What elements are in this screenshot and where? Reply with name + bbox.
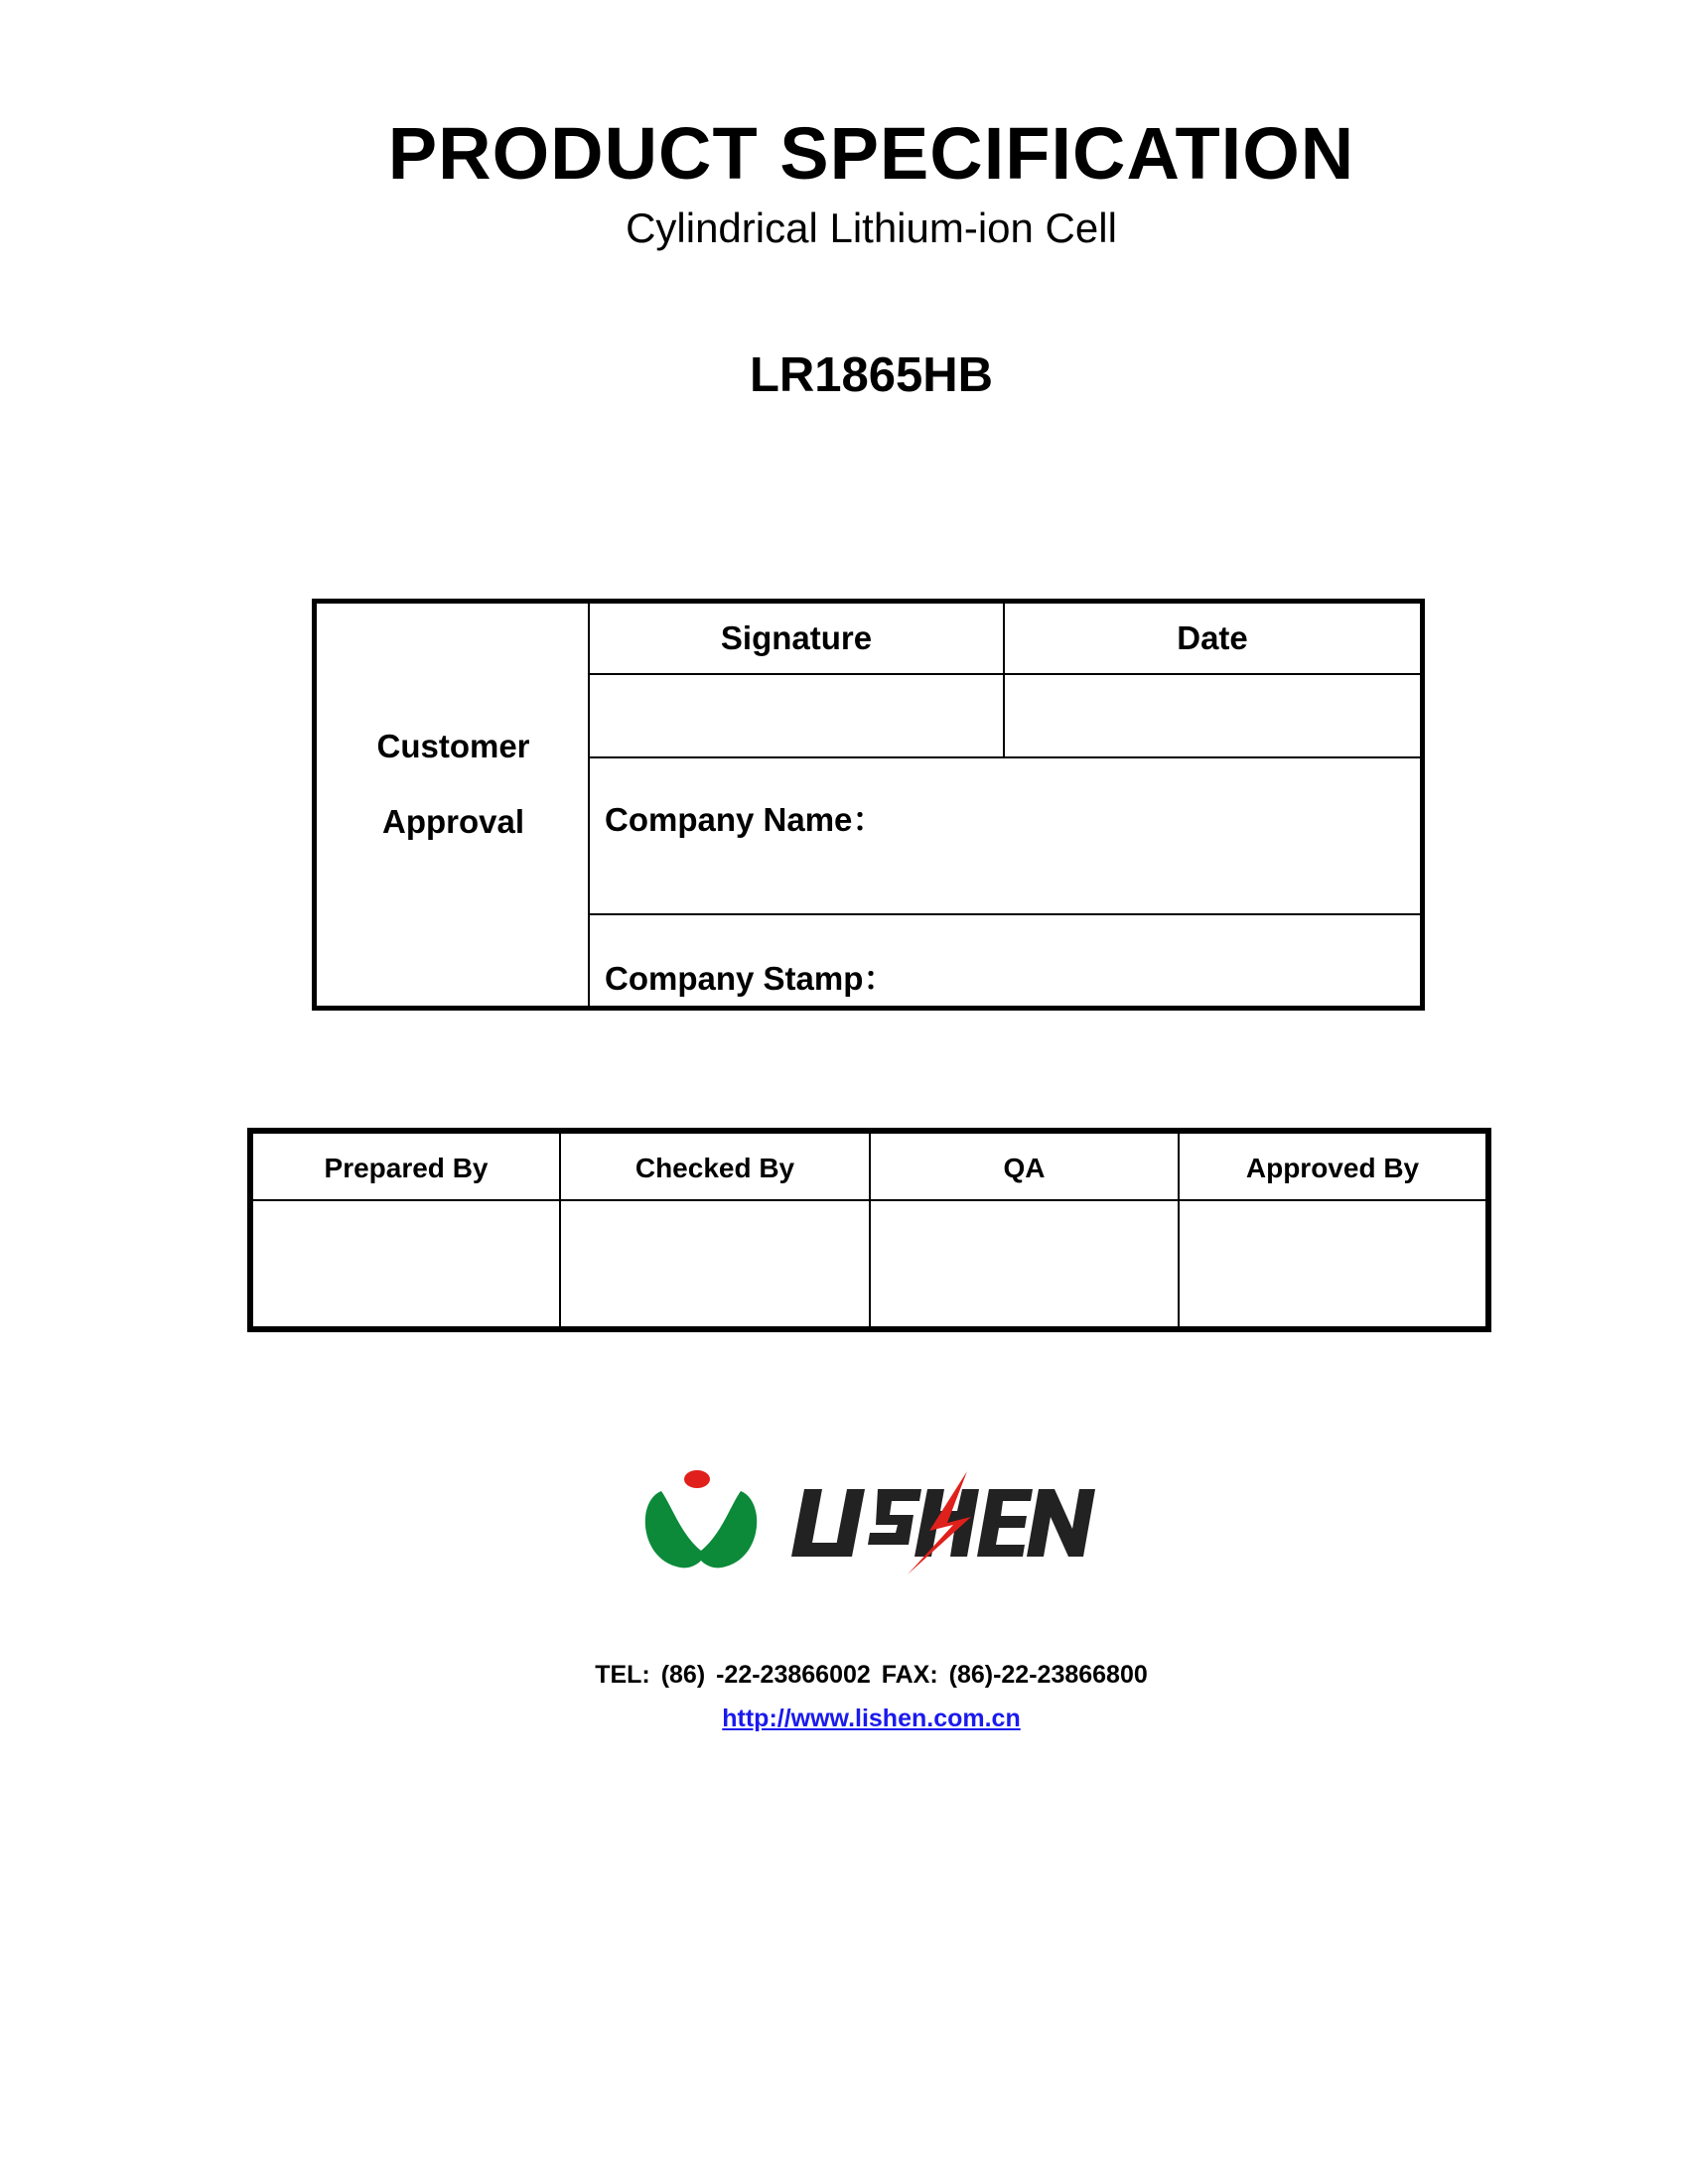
prepared-by-header: Prepared By	[253, 1134, 559, 1201]
customer-approval-label-cell	[317, 604, 590, 1006]
approved-by-header: Approved By	[1180, 1134, 1485, 1201]
signature-field[interactable]	[590, 675, 1005, 758]
lightning-bolt-icon	[908, 1471, 971, 1574]
website-link[interactable]: http://www.lishen.com.cn	[722, 1705, 1021, 1732]
customer-approval-table	[312, 599, 1425, 1011]
document-title: PRODUCT SPECIFICATION	[387, 112, 1355, 195]
model-number: LR1865HB	[749, 348, 994, 402]
signoff-column-prepared	[253, 1134, 561, 1326]
lishen-emblem-icon	[645, 1470, 757, 1568]
approval-label: Approval	[381, 803, 525, 840]
signature-header: Signature	[590, 604, 1005, 675]
company-stamp-field[interactable]	[590, 915, 1420, 1006]
signoff-column-qa	[871, 1134, 1180, 1326]
customer-label: Customer	[376, 728, 530, 764]
signoff-column-approved	[1180, 1134, 1485, 1326]
signoff-column-checked	[561, 1134, 871, 1326]
checked-by-header: Checked By	[561, 1134, 869, 1201]
contact-info: TEL: (86) -22-23866002 FAX: (86)-22-23866800	[595, 1661, 1148, 1689]
lishen-logo	[632, 1465, 1118, 1574]
date-header: Date	[1005, 604, 1420, 675]
company-stamp-label: Company Stamp：	[605, 960, 897, 997]
document-subtitle: Cylindrical Lithium-ion Cell	[626, 205, 1117, 251]
date-field[interactable]	[1005, 675, 1420, 758]
company-name-label: Company Name：	[605, 801, 886, 838]
qa-header: QA	[871, 1134, 1178, 1201]
company-name-field[interactable]	[590, 758, 1420, 915]
signoff-table	[247, 1128, 1491, 1332]
